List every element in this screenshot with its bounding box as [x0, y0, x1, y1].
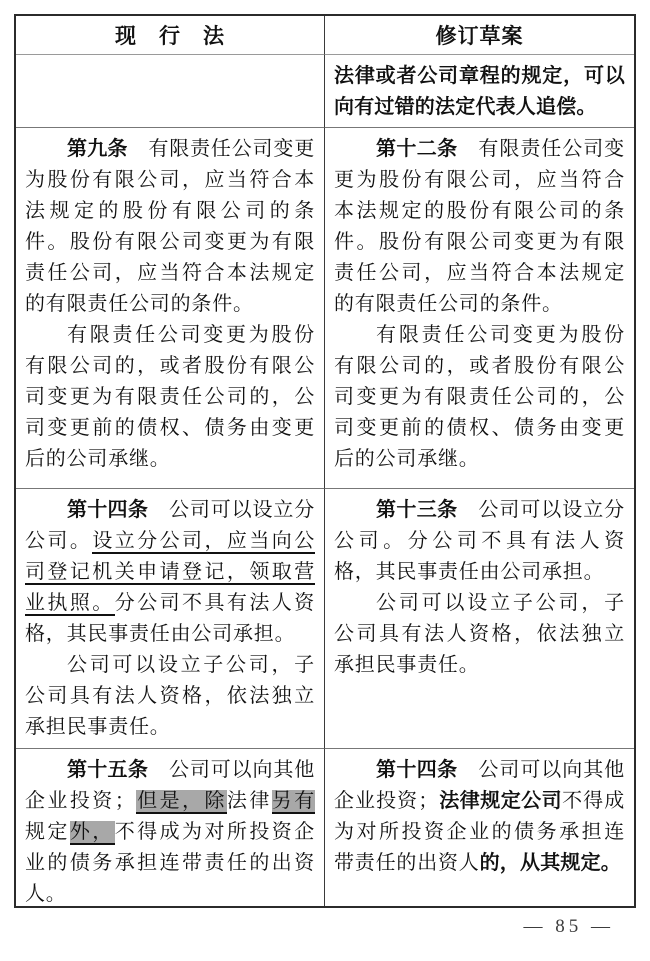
cell-current-law [16, 748, 325, 906]
bold-text-run: 第十四条 [67, 499, 149, 521]
cell-current-law [16, 488, 325, 748]
cell-revision-draft [325, 127, 634, 488]
text-run: 公司可以向其他企业投资； [334, 759, 625, 812]
text-run: 公司可以设立分公司。 [25, 499, 315, 552]
paragraph [334, 495, 625, 588]
bold-text-run: 第十三条 [376, 499, 458, 521]
cell-current-law [16, 127, 325, 488]
paragraph [25, 134, 315, 320]
text-run: 有限责任公司变更为股份有限公司，应当符合本法规定的股份有限公司的条件。股份有限公司变更为有限责任公司，应当符合本法规定的有限责任公司的条件。 [334, 138, 625, 315]
paragraph [334, 61, 625, 123]
law-comparison-table [14, 14, 636, 908]
bold-text-run: 法律或者公司章程的规定，可以向有过错的法定代表人追偿。 [334, 65, 625, 118]
text-run: 公司可以设立子公司，子公司具有法人资格，依法独立承担民事责任。 [25, 654, 315, 738]
text-run: 分公司不具有法人资格，其民事责任由公司承担。 [25, 592, 315, 645]
underlined-text-run: 设立分公司，应当向公司登记机关申请登记，领取营业执照。 [25, 530, 316, 614]
text-run: 不得成为对所投资企业的债务承担连带责任的出资人 [334, 790, 625, 874]
text-run: 公司可以向其他企业投资； [25, 759, 315, 812]
paragraph [25, 755, 315, 906]
page-number: — 85 — [523, 916, 614, 937]
bold-text-run: 第十五条 [67, 759, 149, 781]
cell-revision-draft [325, 55, 634, 127]
deleted-text-run: 外， [69, 821, 115, 843]
text-run: 有限责任公司变更为股份有限公司，应当符合本法规定的股份有限公司的条件。股份有限公司变更为有限责任公司，应当符合本法规定的有限责任公司的条件。 [25, 138, 315, 315]
paragraph [25, 320, 315, 475]
paragraph [334, 588, 625, 681]
bold-text-run: 第九条 [67, 138, 128, 160]
bold-text-run: 的，从其规定。 [479, 852, 622, 874]
text-run: 有限责任公司变更为股份有限公司的，或者股份有限公司变更为有限责任公司的，公司变更前的债权、债务由变更后的公司承继。 [25, 324, 315, 470]
paragraph [334, 134, 625, 320]
text-run: 法律 [226, 790, 272, 812]
bold-text-run: 第十四条 [376, 759, 458, 781]
paragraph [334, 755, 625, 879]
column-header-revision-draft: 修订草案 [325, 16, 634, 55]
bold-text-run: 法律规定公司 [439, 790, 563, 812]
cell-revision-draft [325, 488, 634, 748]
paragraph [334, 320, 625, 475]
text-run: 规定 [25, 821, 70, 843]
text-run: 不得成为对所投资企业的债务承担连带责任的出资人。 [25, 821, 316, 905]
text-run: 公司可以设立子公司，子公司具有法人资格，依法独立承担民事责任。 [334, 592, 625, 676]
deleted-text-run: 另有 [271, 790, 315, 812]
paragraph [25, 650, 315, 743]
bold-text-run: 第十二条 [376, 138, 458, 160]
paragraph [25, 495, 315, 650]
cell-current-law [16, 55, 325, 127]
deleted-text-run: 但是，除 [135, 790, 227, 812]
cell-revision-draft [325, 748, 634, 906]
column-header-current-law: 现 行 法 [16, 16, 325, 55]
text-run: 有限责任公司变更为股份有限公司的，或者股份有限公司变更为有限责任公司的，公司变更前的债权、债务由变更后的公司承继。 [334, 324, 625, 470]
text-run: 公司可以设立分公司。分公司不具有法人资格，其民事责任由公司承担。 [334, 499, 625, 583]
